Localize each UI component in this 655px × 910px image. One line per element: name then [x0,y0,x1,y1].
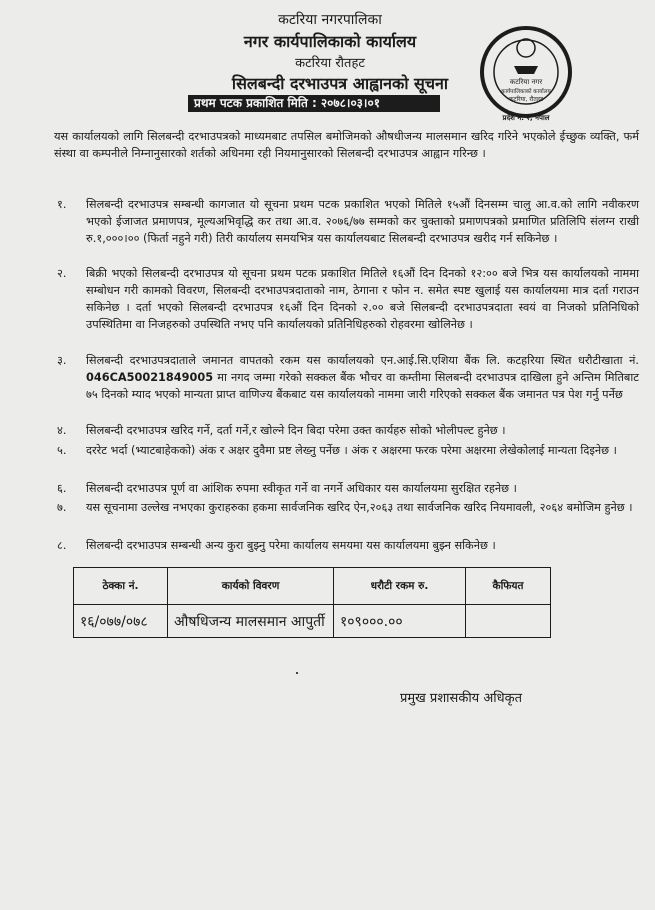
seal-line2: कार्यपालिकाको कार्यालय [501,89,551,95]
intro-paragraph: यस कार्यालयको लागि सिलबन्दी दरभाउपत्रको माध्यमबाट तपसिल बमोजिमको औषधीजन्य मालसमान खरिद गरिने भएकोले ईच्छुक व्यक्ति, फर्म संस्था वा कम्पनीले निम्नानुसारको शर्तको अधिनमा रही नियमानुसारको सिलबन्दी दरभाउपत्र आह्वान गरिन्छ । [54,130,639,160]
col-header-remarks: कैफियत [466,568,551,605]
item-number: ८. [57,539,67,552]
seal-line1: कटरिया नगर [509,78,543,86]
item-text-part: सिलबन्दी दरभाउपत्रदाताले जमानत वापतको रकम यस कार्यालयको एन.आई.सि.एशिया बैंक लि. कटहरिया स्थित धरौटीखाता नं. [86,354,639,367]
bank-account-number: 046CA50021849005 [86,371,214,384]
cell-remarks [466,605,551,638]
item-text: बिक्री भएको सिलबन्दी दरभाउपत्र यो सूचना प्रथम पटक प्रकाशित मितिले १६औं दिन दिनको १२:०० बजे भित्र यस कार्यालयको नाममा सम्बोधन गरी कामको विवरण, सिलबन्दी दरभाउपत्रदाताको नाम, ठेगाना र फोन न. समेत स्पष्ट खुलाई यस कार्यालयमा मात्र दर्ता गराउन सकिनेछ । दर्ता भएको सिलबन्दी दरभाउपत्र १६औं दिन दिनको २.०० बजे सिलबन्दी दरभाउपत्रदाता स्वयं वा निजको प्रतिनिधिको उपस्थितिमा वा निजहरुको उपस्थिति नभए पनि कार्यालयको प्रतिनिधिहरुको रोहवरमा खोलिनेछ । [86,267,639,331]
item-text: यस सूचनामा उल्लेख नभएका कुराहरुका हकमा सार्वजनिक खरिद ऐन,२०६३ तथा सार्वजनिक खरिद नियमावली, २०६४ बमोजिम हुनेछ । [86,501,633,514]
municipality-name: कटरिया नगरपालिका [278,12,382,28]
stray-mark [296,672,298,674]
item-number: ३. [57,354,67,367]
item-text-part: मा नगद जम्मा गरेको सक्कल बैंक भौचर वा कम्तीमा सिलबन्दी दरभाउपत्र दाखिला हुने अन्तिम मितिबाट ७५ दिनको म्याद भएको मान्यता प्राप्त वाणिज्य बैंकबाट यस कार्यालयको नाममा जारी गरिएको सक्कल बैंक जमानत पत्र पेश गर्नु पर्नेछ [86,371,639,401]
item-text: दररेट भर्दा (भ्याटबाहेकको) अंक र अक्षर दुवैमा प्रष्ट लेख्नु पर्नेछ । अंक र अक्षरमा फरक परेमा अक्षरमा लेखेकोलाई मान्यता दिइनेछ । [86,444,617,457]
col-header-contract-no: ठेक्का नं. [74,568,168,605]
item-number: ५. [57,444,67,457]
office-address: कटरिया रौतहट [295,56,365,71]
item-number: २. [57,267,67,280]
notice-title: सिलबन्दी दरभाउपत्र आह्वानको सूचना [231,74,449,93]
item-text [86,352,639,403]
item-text: सिलबन्दी दरभाउपत्र पूर्ण वा आंशिक रुपमा स्वीकृत गर्ने वा नगर्ने अधिकार यस कार्यालयमा सुरक्षित रहनेछ । [86,482,517,495]
seal-line4: प्रदेश नं. २, नेपाल [502,114,550,122]
item-number: ७. [57,501,67,514]
item-number: १. [57,198,67,211]
cell-contract-no: १६/०७७/०७८ [74,605,168,638]
item-text: सिलबन्दी दरभाउपत्र सम्बन्धी कागजात यो सूचना प्रथम पटक प्रकाशित भएको मितिले १५औं दिनसम्म चालु आ.व.को लागि नवीकरण भएको ईजाजत प्रमाणपत्र, मूल्यअभिवृद्धि कर तथा आ.व. २०७६/७७ सम्मको कर चुक्ताको प्रमाणपत्रको प्रमाणित प्रतिलिपि संलग्न राखी रु.१,०००।०० (फिर्ता नहुने गरी) तिरी कार्यालय समयभित्र यस कार्यालयबाट सिलबन्दी दरभाउपत्र खरीद गर्न सकिनेछ । [86,198,639,245]
item-text: सिलबन्दी दरभाउपत्र सम्बन्धी अन्य कुरा बुझ्नु परेमा कार्यालय समयमा यस कार्यालयमा बुझ्न सकिनेछ । [86,539,496,552]
tender-table [73,567,551,638]
col-header-deposit-amount: धरौटी रकम रु. [334,568,466,605]
item-number: ४. [57,424,67,437]
seal-line3: कटरिया, रौतहट [508,96,544,103]
table-row [74,605,551,638]
published-date-bar: प्रथम पटक प्रकाशित मिति : २०७८।०३।०१ [188,95,440,112]
office-seal-icon [476,22,576,122]
cell-deposit-amount: १०९०००.०० [334,605,466,638]
signature-designation: प्रमुख प्रशासकीय अधिकृत [400,691,523,706]
item-number: ६. [57,482,67,495]
office-name: नगर कार्यपालिकाको कार्यालय [243,32,417,51]
item-text: सिलबन्दी दरभाउपत्र खरिद गर्ने, दर्ता गर्ने,र खोल्ने दिन बिदा परेमा उक्त कार्यहरु सोको भोलीपल्ट हुनेछ । [86,424,506,437]
col-header-work-description: कार्यको विवरण [168,568,334,605]
cell-work-description: औषधिजन्य मालसमान आपुर्ती [168,605,334,638]
table-header-row [74,568,551,605]
